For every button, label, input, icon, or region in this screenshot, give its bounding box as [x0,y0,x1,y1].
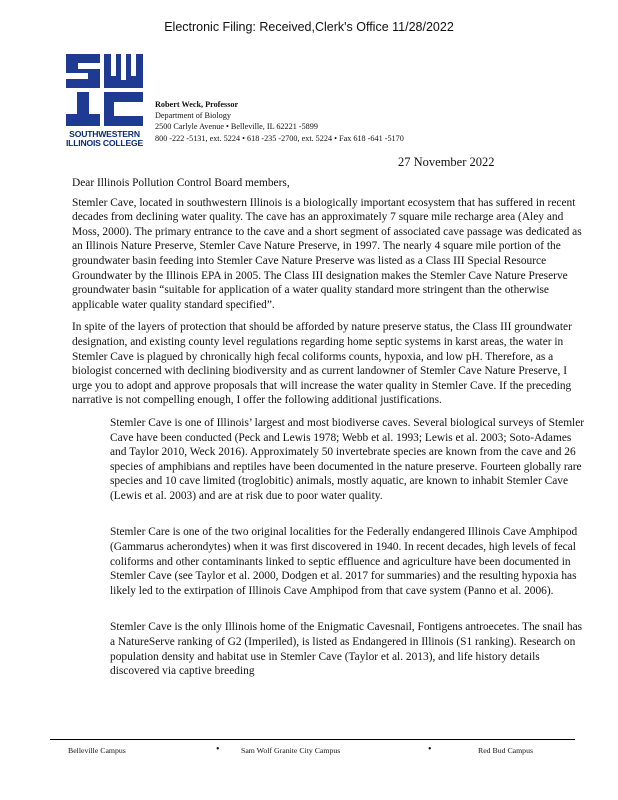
separator-dot: • [216,744,220,755]
swic-logo-icon [62,52,147,128]
phone-numbers: 800 -222 -5131, ext. 5224 • 618 -235 -2700, ext. 5224 • Fax 618 -641 -5170 [155,133,404,143]
filing-header: Electronic Filing: Received,Clerk's Office 11/28/2022 [164,20,454,34]
letter-date: 27 November 2022 [398,155,495,169]
belleville-campus: Belleville Campus [68,746,126,755]
college-name: SOUTHWESTERN ILLINOIS COLLEGE [65,129,143,148]
salutation: Dear Illinois Pollution Control Board members, [72,177,290,189]
department: Department of Biology [155,111,231,121]
contact-block [155,99,404,144]
letter-body [72,176,588,701]
red-bud-campus: Red Bud Campus [478,746,534,755]
paragraph: In spite of the layers of protection that should be afforded by nature preserve status, the Class III groundwater designation, and existing county level regulations regarding home septic systems in karst areas, the water in Stemler Cave is plagued by chronically high fecal coliforms counts, hypoxia, and low pH. Therefore, as a biologist concerned with declining biodiversity and as current landowner of Stemler Cave Nature Preserve, I urge you to adopt and approve proposals that will increase the water quality in Stemler Cave. If the preceding narrative is not compelling enough, I offer the following additional justifications. [72,321,572,407]
professor-name: Robert Weck, Professor [155,100,239,109]
address: 2500 Carlyle Avenue • Belleville, IL 62221 -5899 [155,122,318,132]
sam-wolf-campus: Sam Wolf Granite City Campus [241,746,341,755]
footer-divider [50,739,575,740]
paragraph: Stemler Cave, located in southwestern Illinois is a biologically important ecosystem that has suffered in recent decades from declining water quality. The cave has an approximately 7 square mile recharge area (Aley and Moss, 2000). The primary entrance to the cave and a short segment of associated cave passage was dedicated as an Illinois Nature Preserve, Stemler Cave Nature Preserve, in 1997. The nearly 4 square mile portion of the groundwater basin feeding into Stemler Cave Nature Preserve was listed as a Class III Special Resource Groundwater by the Illinois EPA in 2005. The Class III designation makes the Stemler Cave Nature Preserve groundwater basin “suitable for application of a water quality standard more stringent than the otherwise applicable water quality standard specified”. [72,196,582,311]
separator-dot: • [428,744,432,755]
college-logo [62,52,147,148]
list-item [72,525,588,598]
list-item-text: Stemler Care is one of the two original localities for the Federally endangered Illinois Cave Amphipod (Gammarus acherondytes) when it was first discovered in 1940. In recent decades, high levels of fecal coliforms and other contaminants linked to septic effluence and agriculture have been documented in Stemler Cave (see Taylor et al. 2000, Dodgen et al. 2017 for summaries) and the resulting hypoxia has likely led to the extirpation of Illinois Cave Amphipod from that cave system (Panno et al. 2006). [110,526,578,597]
list-item [72,416,588,504]
justification-list [72,416,588,679]
list-item-text: Stemler Cave is the only Illinois home of the Enigmatic Cavesnail, Fontigens antroecetes. The snail has a NatureServe ranking of G2 (Imperiled), is listed as Endangered in Illinois (S1 ranking). Research on population density and habitat use in Stemler Cave (Taylor et al. 2013), and life history details discovered via captive breeding [110,621,583,678]
list-item [72,620,588,678]
list-item-text: Stemler Cave is one of Illinois’ largest and most biodiverse caves. Several biological surveys of Stemler Cave have been conducted (Peck and Lewis 1978; Webb et al. 1993; Lewis et al. 2003; Soto-Adames and Taylor 2010, Weck 2016). Approximately 50 invertebrate species are known from the cave and 26 species of amphibians and reptiles have been documented in the nature preserve. Fourteen globally rare species and 10 cave limited (troglobitic) animals, mostly aquatic, are known to inhabit Stemler Cave (Lewis et al. 2003) and are at risk due to poor water quality. [110,416,585,502]
